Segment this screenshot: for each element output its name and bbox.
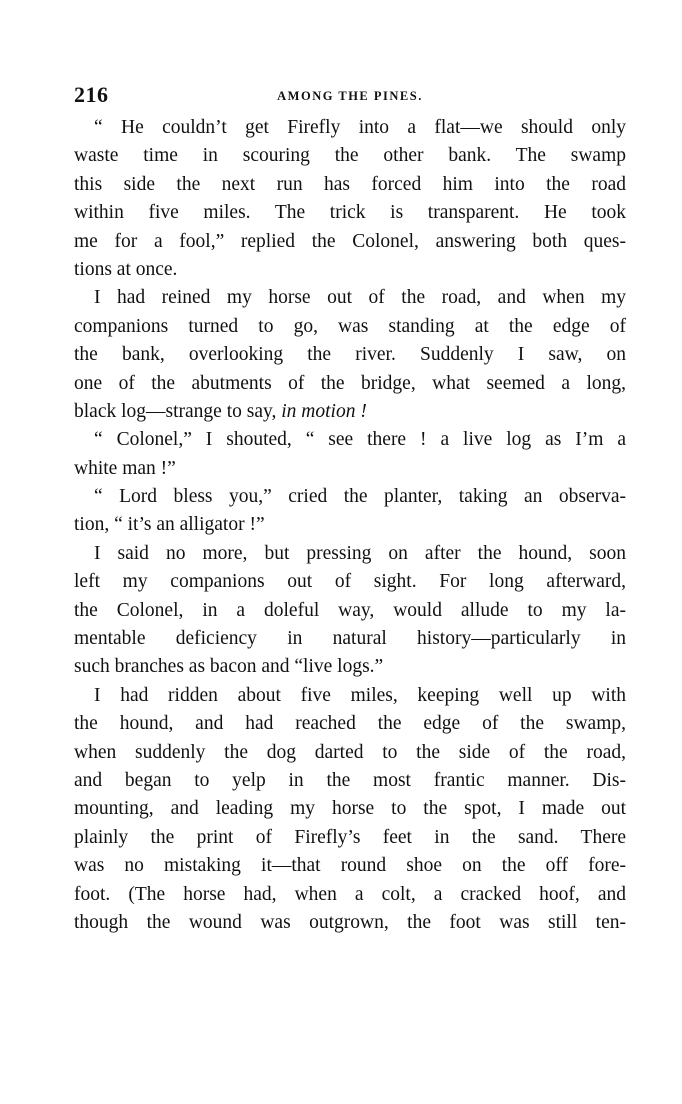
- text-line: I said no more, but pressing on after the hound, soon: [94, 542, 626, 564]
- running-head: [74, 82, 626, 114]
- text-line: tion, “ it’s an alligator !”: [74, 514, 265, 536]
- text-line: [74, 398, 626, 426]
- text-line: plainly the print of Firefly’s feet in the sand. There: [74, 826, 626, 848]
- text-line: “ He couldn’t get Firefly into a flat—we should only: [94, 117, 626, 138]
- text-line: white man !”: [74, 457, 176, 479]
- text-line: me for a fool,” replied the Colonel, answering both ques-: [74, 230, 626, 252]
- text-line: “ Lord bless you,” cried the planter, taking an observa-: [94, 486, 626, 508]
- text-run: black log—strange to say,: [74, 400, 282, 422]
- text-line: I had reined my horse out of the road, and when my: [94, 287, 626, 309]
- text-line: mentable deficiency in natural history—particularly in: [74, 628, 626, 650]
- text-line: such branches as bacon and “live logs.”: [74, 656, 384, 678]
- text-line: tions at once.: [74, 258, 178, 280]
- body-text: [74, 114, 626, 937]
- text-line: and began to yelp in the most frantic manner. Dis-: [74, 769, 626, 791]
- italic-text: in motion !: [281, 400, 367, 422]
- text-line: this side the next run has forced him into the road: [74, 173, 626, 195]
- text-line: when suddenly the dog darted to the side of the road,: [74, 741, 626, 763]
- book-page: [74, 82, 626, 937]
- text-line: “ Colonel,” I shouted, “ see there ! a live log as I’m a: [94, 429, 626, 451]
- text-line: the hound, and had reached the edge of the swamp,: [74, 713, 626, 735]
- text-line: left my companions out of sight. For long afterward,: [74, 571, 626, 593]
- text-line: one of the abutments of the bridge, what seemed a long,: [74, 372, 626, 394]
- text-line: within five miles. The trick is transparent. He took: [74, 202, 626, 224]
- text-line: I had ridden about five miles, keeping well up with: [94, 684, 626, 706]
- text-line: the bank, overlooking the river. Suddenly I saw, on: [74, 344, 626, 366]
- text-line: mounting, and leading my horse to the spot, I made out: [74, 798, 626, 820]
- running-title: AMONG THE PINES.: [277, 89, 423, 103]
- page-number: 216: [74, 82, 109, 107]
- text-line: the Colonel, in a doleful way, would allude to my la-: [74, 599, 626, 621]
- text-line: though the wound was outgrown, the foot was still ten-: [74, 911, 626, 933]
- text-line: companions turned to go, was standing at the edge of: [74, 315, 626, 337]
- text-line: was no mistaking it—that round shoe on the off fore-: [74, 855, 626, 877]
- text-line: foot. (The horse had, when a colt, a cracked hoof, and: [74, 883, 626, 905]
- text-line: waste time in scouring the other bank. The swamp: [74, 145, 626, 167]
